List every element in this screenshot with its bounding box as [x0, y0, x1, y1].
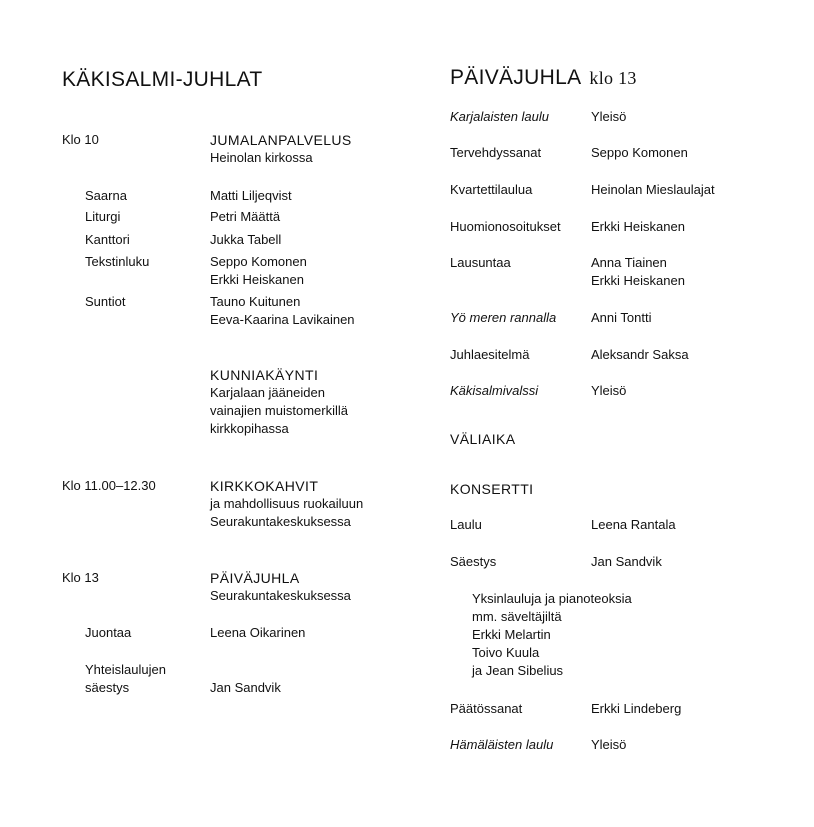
program-item: Karjalaisten laulu — [450, 109, 550, 124]
program-performer: Erkki Heiskanen — [591, 273, 685, 288]
program-performers — [591, 254, 685, 290]
program-item: Yö meren rannalla — [450, 310, 557, 325]
s4-time: Klo 13 — [62, 570, 99, 585]
accompaniment-label-line: säestys — [85, 680, 130, 695]
role-name: Petri Määttä — [210, 209, 281, 224]
role-label: Kanttori — [85, 232, 130, 247]
s3-heading: KIRKKOKAHVIT — [210, 478, 319, 494]
role-label: Liturgi — [85, 209, 121, 224]
program-performer: Anna Tiainen — [591, 255, 667, 270]
program-performer: Erkki Heiskanen — [591, 219, 685, 234]
s3-block — [210, 477, 363, 531]
program-item: Tervehdyssanat — [450, 145, 542, 160]
right-title-time: klo 13 — [589, 68, 637, 88]
accompaniment-label-line: Yhteislaulujen — [85, 662, 166, 677]
accompaniment-label — [85, 661, 166, 697]
program-performer: Anni Tontti — [591, 310, 652, 325]
closing-performer: Erkki Lindeberg — [591, 701, 682, 716]
program-performer: Seppo Komonen — [591, 145, 688, 160]
s4-sub: Seurakuntakeskuksessa — [210, 588, 351, 603]
host-label: Juontaa — [85, 625, 132, 640]
repertoire-line: ja Jean Sibelius — [472, 663, 564, 678]
program-performer: Yleisö — [591, 109, 627, 124]
accompaniment-name: Jan Sandvik — [210, 680, 281, 695]
repertoire-line: mm. säveltäjiltä — [472, 609, 562, 624]
program-performer: Yleisö — [591, 383, 627, 398]
s2-line: vainajien muistomerkillä — [210, 403, 348, 418]
s2-heading: KUNNIAKÄYNTI — [210, 367, 319, 383]
right-title-text: PÄIVÄJUHLA — [450, 66, 582, 89]
s3-line: Seurakuntakeskuksessa — [210, 514, 351, 529]
closing-item: Päätössanat — [450, 701, 523, 716]
s2-block — [210, 366, 348, 438]
program-item: Huomionosoitukset — [450, 219, 561, 234]
right-title — [450, 66, 637, 90]
s2-line: kirkkopihassa — [210, 421, 289, 436]
role-label: Tekstinluku — [85, 254, 150, 269]
role-label: Saarna — [85, 188, 127, 203]
role-name: Erkki Heiskanen — [210, 272, 304, 287]
role-name: Jukka Tabell — [210, 232, 282, 247]
s3-time: Klo 11.00–12.30 — [62, 478, 156, 493]
program-item: Kvartettilaulua — [450, 182, 533, 197]
s3-line: ja mahdollisuus ruokailuun — [210, 496, 364, 511]
concert-performer: Leena Rantala — [591, 517, 676, 532]
program-item: Juhlaesitelmä — [450, 347, 530, 362]
concert-performer: Jan Sandvik — [591, 554, 662, 569]
program-performer: Aleksandr Saksa — [591, 347, 689, 362]
intermission-heading: VÄLIAIKA — [450, 431, 516, 447]
program-item: Käkisalmivalssi — [450, 383, 539, 398]
s1-heading: JUMALANPALVELUS — [210, 132, 352, 148]
repertoire-block — [472, 590, 632, 680]
s1-sub: Heinolan kirkossa — [210, 150, 313, 165]
s2-line: Karjalaan jääneiden — [210, 385, 325, 400]
repertoire-line: Erkki Melartin — [472, 627, 551, 642]
role-name: Seppo Komonen — [210, 254, 307, 269]
left-title: KÄKISALMI-JUHLAT — [62, 68, 263, 91]
program-performer: Heinolan Mieslaulajat — [591, 182, 715, 197]
concert-heading: KONSERTTI — [450, 481, 534, 497]
closing-item: Hämäläisten laulu — [450, 737, 554, 752]
concert-item: Säestys — [450, 554, 497, 569]
s1-time: Klo 10 — [62, 132, 99, 147]
s4-block — [210, 569, 351, 605]
role-names — [210, 253, 307, 289]
role-name: Tauno Kuitunen — [210, 294, 301, 309]
closing-performer: Yleisö — [591, 737, 627, 752]
role-name: Eeva-Kaarina Lavikainen — [210, 312, 355, 327]
role-name: Matti Liljeqvist — [210, 188, 292, 203]
s1-block — [210, 131, 352, 167]
host-name: Leena Oikarinen — [210, 625, 306, 640]
s4-heading: PÄIVÄJUHLA — [210, 570, 300, 586]
role-label: Suntiot — [85, 294, 126, 309]
repertoire-line: Toivo Kuula — [472, 645, 540, 660]
repertoire-line: Yksinlauluja ja pianoteoksia — [472, 591, 632, 606]
role-names — [210, 293, 355, 329]
concert-item: Laulu — [450, 517, 482, 532]
program-item: Lausuntaa — [450, 255, 511, 270]
